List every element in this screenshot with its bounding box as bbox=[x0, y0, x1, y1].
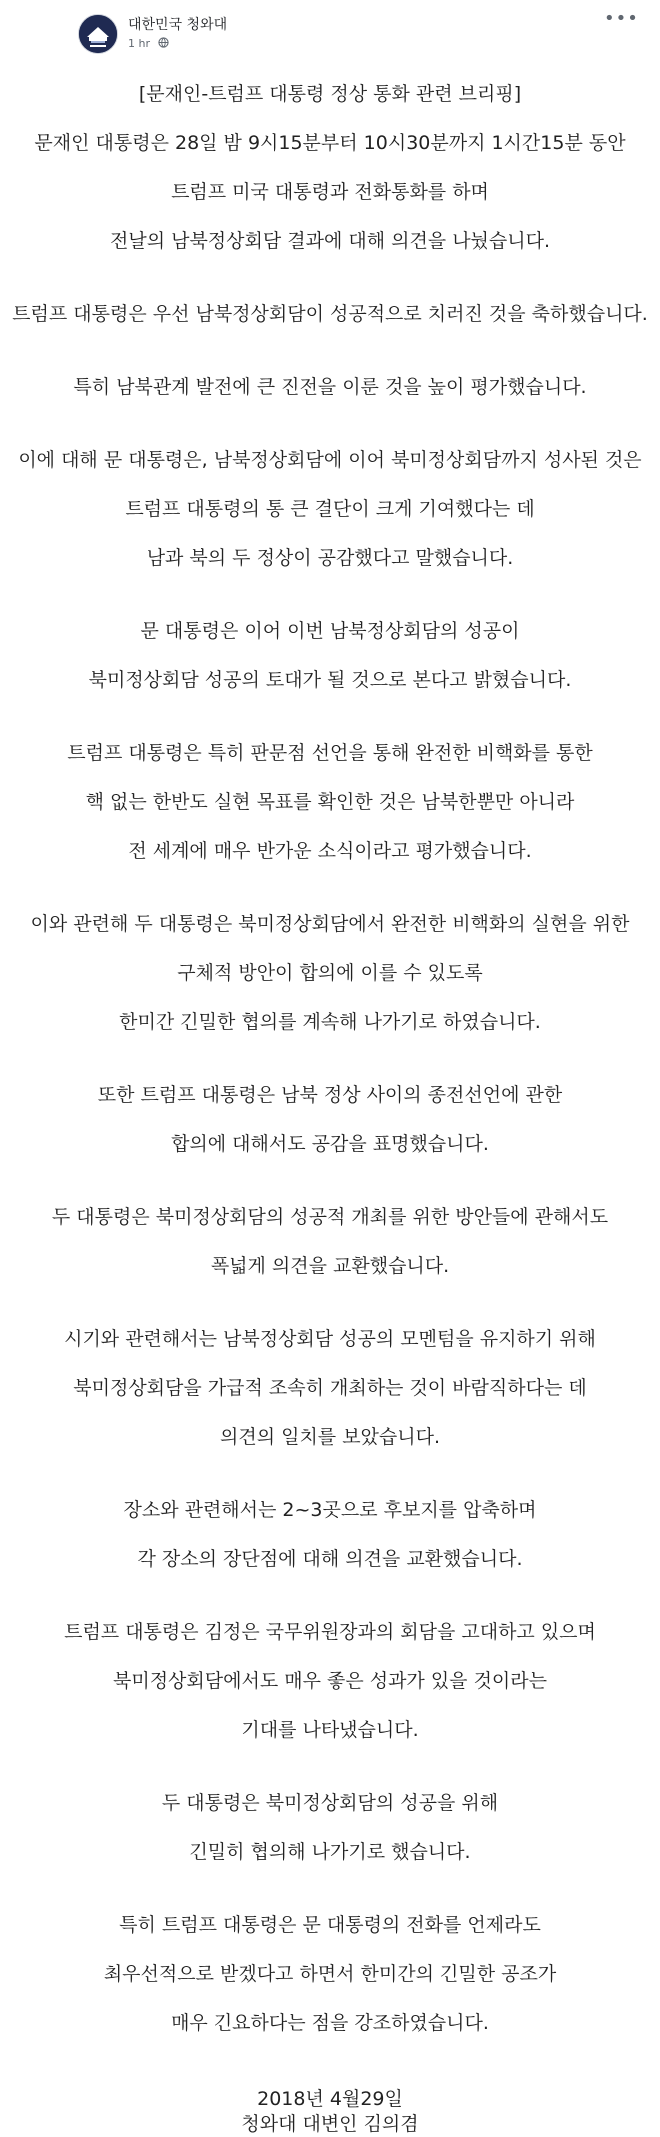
paragraph-spacer bbox=[0, 1584, 660, 1608]
paragraph-line: 북미정상회담 성공의 토대가 될 것으로 본다고 밝혔습니다. bbox=[88, 669, 572, 691]
paragraph-spacer bbox=[0, 705, 660, 729]
paragraph-line: 합의에 대해서도 공감을 표명했습니다. bbox=[171, 1133, 489, 1155]
paragraph-spacer bbox=[0, 876, 660, 900]
paragraph-line: 한미간 긴밀한 협의를 계속해 나가기로 하였습니다. bbox=[119, 1011, 541, 1033]
paragraph-line: 매우 긴요하다는 점을 강조하였습니다. bbox=[171, 2012, 489, 2034]
paragraph-line: 트럼프 미국 대통령과 전화통화를 하며 bbox=[171, 181, 489, 203]
paragraph-line: 핵 없는 한반도 실현 목표를 확인한 것은 남북한뿐만 아니라 bbox=[85, 791, 575, 813]
page-name-link[interactable]: 대한민국 청와대 bbox=[128, 17, 228, 33]
briefing-title: [문재인-트럼프 대통령 정상 통화 관련 브리핑] bbox=[138, 83, 522, 105]
paragraph-line: 구체적 방안이 합의에 이를 수 있도록 bbox=[177, 962, 483, 984]
paragraph-line: 특히 남북관계 발전에 큰 진전을 이룬 것을 높이 평가했습니다. bbox=[73, 376, 587, 398]
briefing-paragraph bbox=[0, 436, 660, 583]
paragraph-spacer bbox=[0, 583, 660, 607]
timestamp-text: 1 hr bbox=[128, 37, 150, 50]
paragraph-line: 최우선적으로 받겠다고 하면서 한미간의 긴밀한 공조가 bbox=[103, 1963, 557, 1985]
paragraph-line: 두 대통령은 북미정상회담의 성공을 위해 bbox=[161, 1792, 499, 1814]
briefing-paragraph bbox=[0, 1901, 660, 2048]
more-horizontal-icon: ••• bbox=[604, 8, 639, 29]
paragraph-line: 트럼프 대통령은 특히 판문점 선언을 통해 완전한 비핵화를 통한 bbox=[67, 742, 593, 764]
paragraph-line: 특히 트럼프 대통령은 문 대통령의 전화를 언제라도 bbox=[119, 1914, 541, 1936]
briefing-paragraph bbox=[0, 119, 660, 266]
paragraph-line: 북미정상회담에서도 매우 좋은 성과가 있을 것이라는 bbox=[113, 1670, 547, 1692]
paragraph-line: 트럼프 대통령은 우선 남북정상회담이 성공적으로 치러진 것을 축하했습니다. bbox=[12, 303, 648, 325]
briefing-paragraph bbox=[0, 1486, 660, 1584]
paragraph-line: 기대를 나타냈습니다. bbox=[241, 1719, 419, 1741]
paragraph-line: 문 대통령은 이어 이번 남북정상회담의 성공이 bbox=[140, 620, 520, 642]
cheongwadae-emblem-icon bbox=[79, 15, 117, 53]
paragraph-spacer bbox=[0, 1755, 660, 1779]
paragraph-spacer bbox=[0, 1169, 660, 1193]
post-timestamp[interactable] bbox=[128, 37, 169, 50]
paragraph-line: 트럼프 대통령은 김정은 국무위원장과의 회담을 고대하고 있으며 bbox=[64, 1621, 596, 1643]
page-avatar[interactable] bbox=[78, 14, 118, 54]
briefing-paragraph bbox=[0, 363, 660, 412]
paragraph-line: 의견의 일치를 보았습니다. bbox=[219, 1426, 440, 1448]
paragraph-line: 각 장소의 장단점에 대해 의견을 교환했습니다. bbox=[137, 1548, 523, 1570]
paragraph-spacer bbox=[0, 1462, 660, 1486]
globe-icon bbox=[158, 37, 169, 48]
paragraph-spacer bbox=[0, 339, 660, 363]
signature-spacer bbox=[0, 2048, 660, 2087]
paragraph-line: 이와 관련해 두 대통령은 북미정상회담에서 완전한 비핵화의 실현을 위한 bbox=[30, 913, 630, 935]
post-message bbox=[0, 70, 660, 2137]
briefing-paragraph bbox=[0, 607, 660, 705]
briefing-paragraph bbox=[0, 1779, 660, 1877]
briefing-paragraph bbox=[0, 1608, 660, 1755]
paragraph-line: 또한 트럼프 대통령은 남북 정상 사이의 종전선언에 관한 bbox=[97, 1084, 563, 1106]
briefing-signature: 청와대 대변인 김의겸 bbox=[241, 2113, 419, 2135]
paragraph-line: 장소와 관련해서는 2~3곳으로 후보지를 압축하며 bbox=[123, 1499, 537, 1521]
paragraph-line: 폭넓게 의견을 교환했습니다. bbox=[210, 1255, 450, 1277]
briefing-paragraph bbox=[0, 290, 660, 339]
briefing-paragraph bbox=[0, 900, 660, 1047]
paragraph-spacer bbox=[0, 1291, 660, 1315]
briefing-paragraph bbox=[0, 1315, 660, 1462]
paragraph-line: 이에 대해 문 대통령은, 남북정상회담에 이어 북미정상회담까지 성사된 것은 bbox=[18, 449, 642, 471]
briefing-paragraph bbox=[0, 729, 660, 876]
paragraph-line: 전 세계에 매우 반가운 소식이라고 평가했습니다. bbox=[128, 840, 532, 862]
more-options-button[interactable] bbox=[604, 10, 638, 34]
paragraph-line: 전날의 남북정상회담 결과에 대해 의견을 나눴습니다. bbox=[109, 230, 551, 252]
paragraph-line: 문재인 대통령은 28일 밤 9시15분부터 10시30분까지 1시간15분 동안 bbox=[34, 132, 626, 154]
briefing-date: 2018년 4월29일 bbox=[257, 2088, 403, 2110]
paragraph-line: 두 대통령은 북미정상회담의 성공적 개최를 위한 방안들에 관해서도 bbox=[51, 1206, 609, 1228]
paragraph-line: 북미정상회담을 가급적 조속히 개최하는 것이 바람직하다는 데 bbox=[73, 1377, 587, 1399]
paragraph-line: 긴밀히 협의해 나가기로 했습니다. bbox=[189, 1841, 471, 1863]
paragraph-line: 트럼프 대통령의 통 큰 결단이 크게 기여했다는 데 bbox=[125, 498, 535, 520]
paragraph-spacer bbox=[0, 266, 660, 290]
paragraph-line: 시기와 관련해서는 남북정상회담 성공의 모멘텀을 유지하기 위해 bbox=[64, 1328, 596, 1350]
briefing-paragraphs bbox=[0, 119, 660, 2048]
briefing-paragraph bbox=[0, 1071, 660, 1169]
paragraph-spacer bbox=[0, 1047, 660, 1071]
paragraph-spacer bbox=[0, 1877, 660, 1901]
paragraph-spacer bbox=[0, 412, 660, 436]
paragraph-line: 남과 북의 두 정상이 공감했다고 말했습니다. bbox=[146, 547, 514, 569]
post-header bbox=[78, 10, 638, 56]
briefing-paragraph bbox=[0, 1193, 660, 1291]
